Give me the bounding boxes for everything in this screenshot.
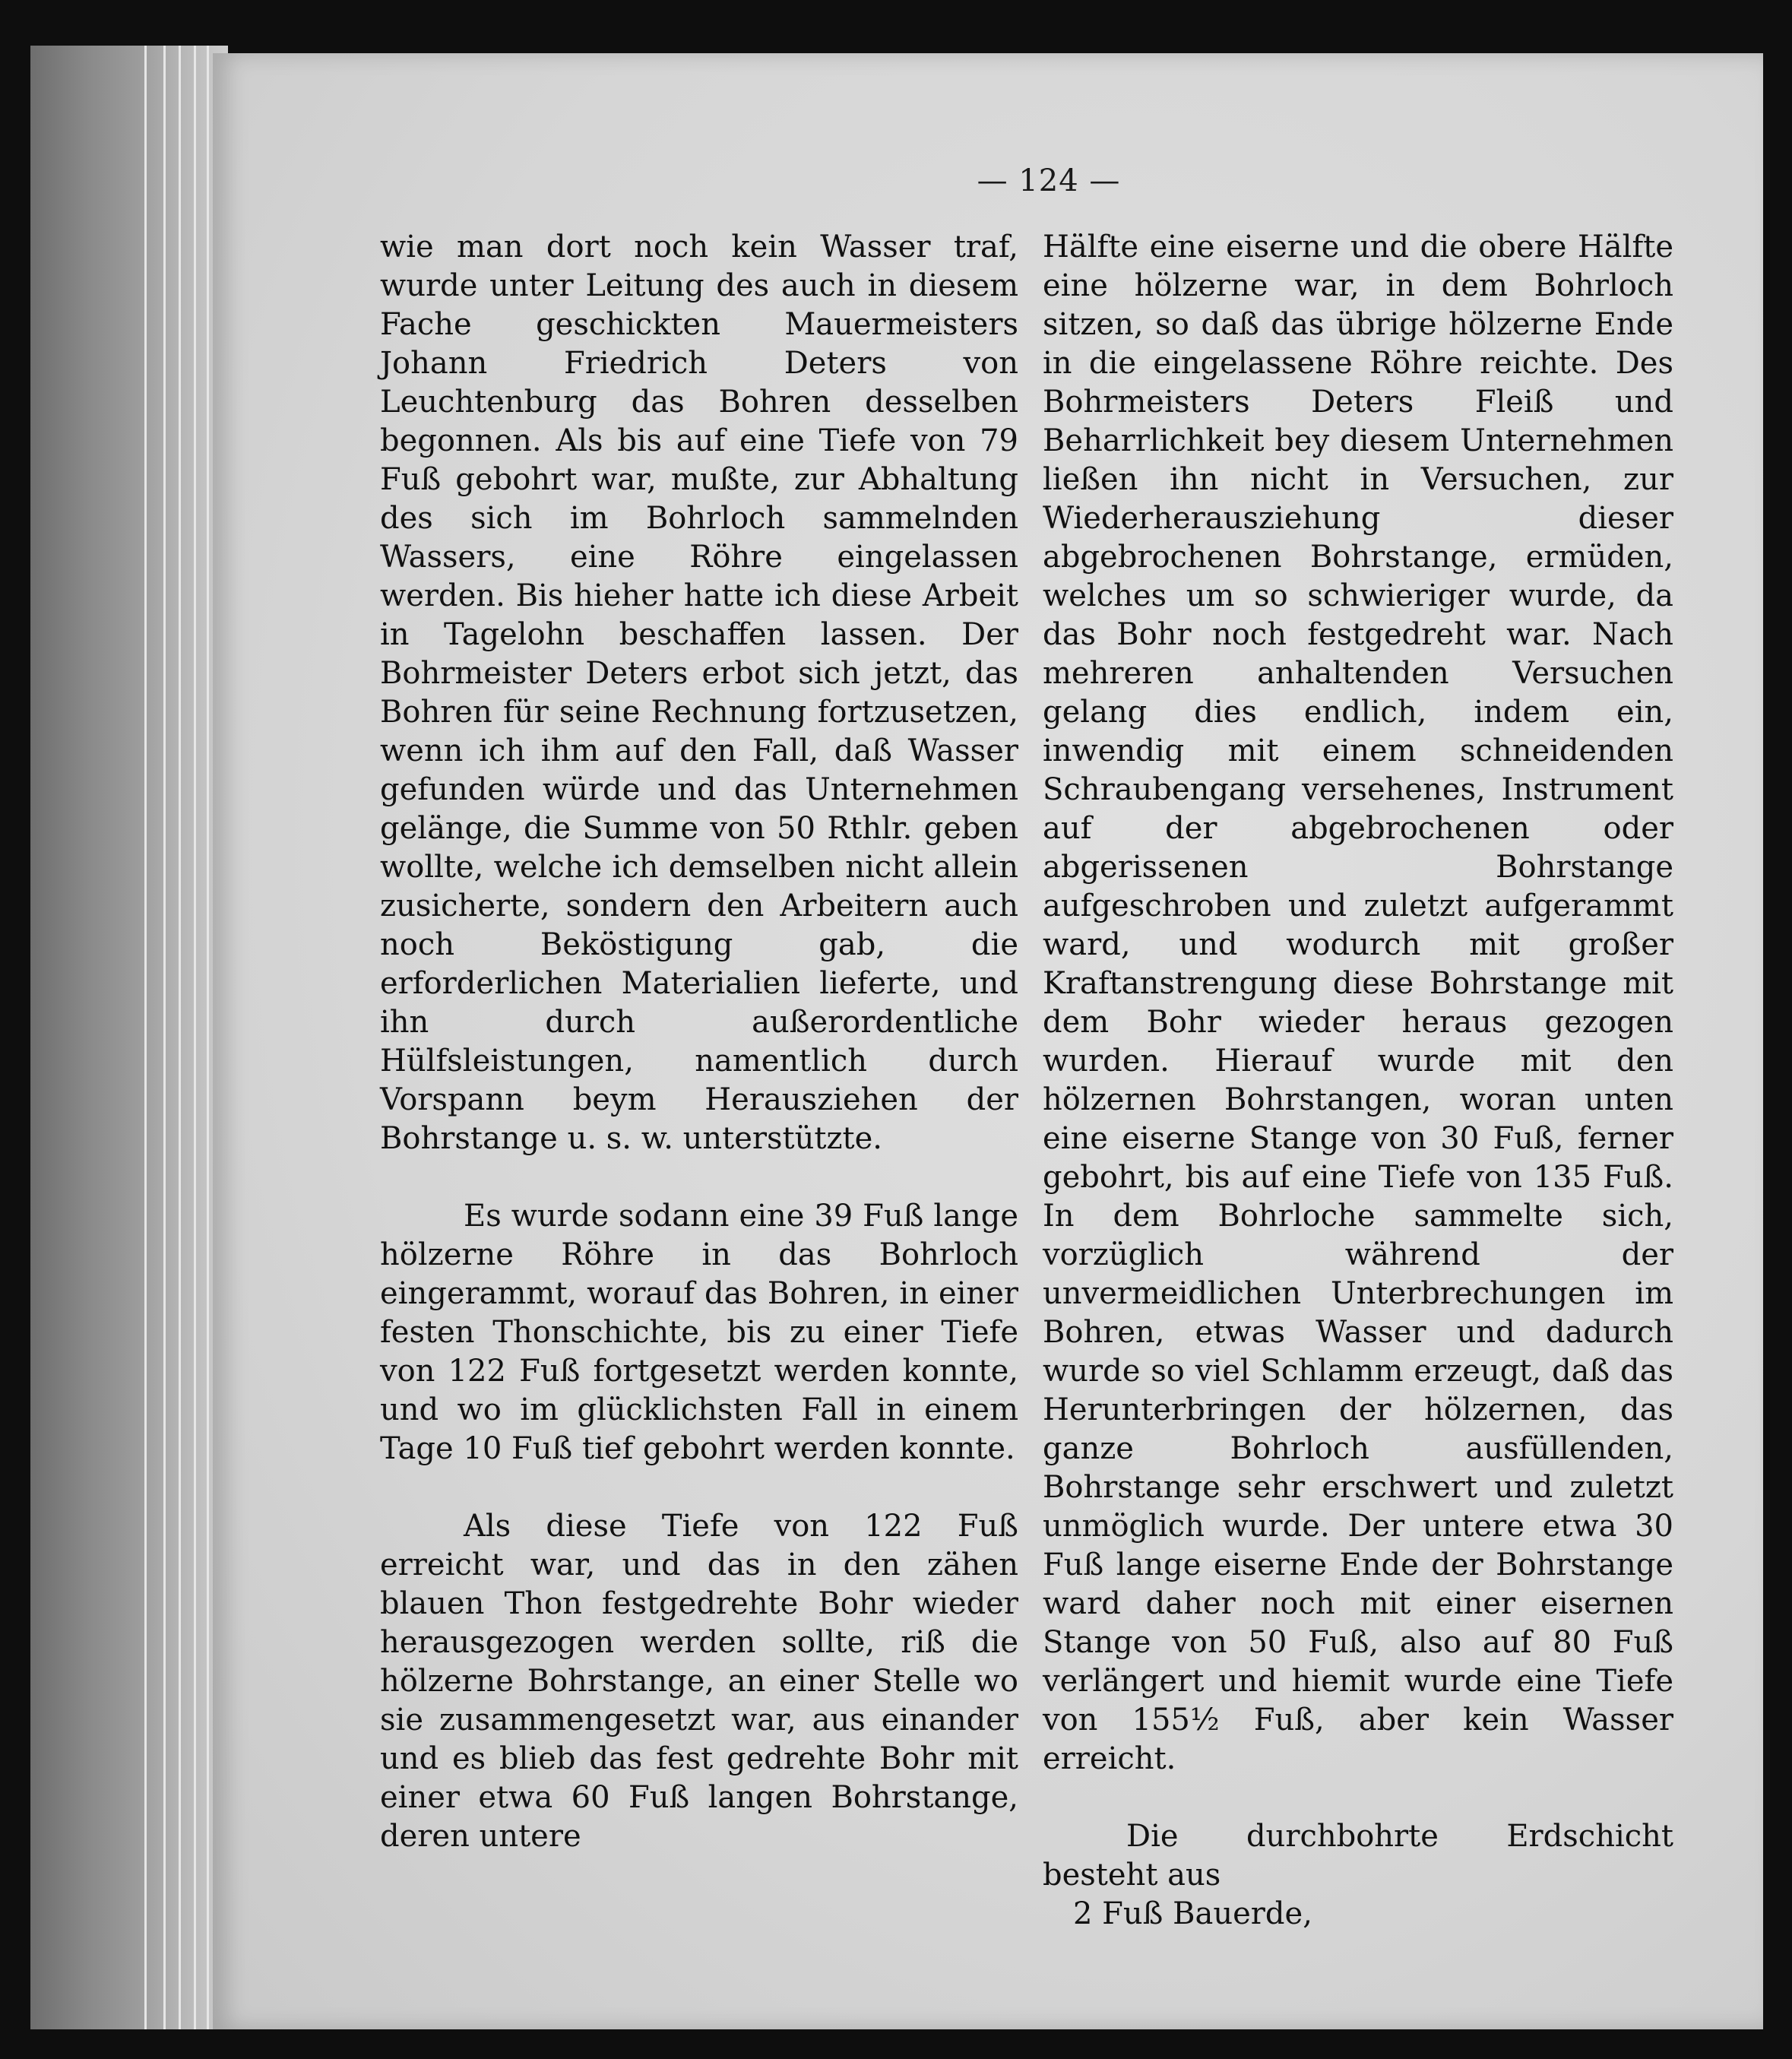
page-edge bbox=[207, 46, 209, 2029]
paragraph: Als diese Tiefe von 122 Fuß erreicht war, und das in den zähen blauen Thon festgedrehte Bohr wieder herausgezogen werden sollte, riß die hölzerne Bohrstange, an einer Stelle wo sie zusammengesetzt war, aus einander und es blieb das fest gedrehte Bohr mit einer etwa 60 Fuß langen Bohrstange, deren untere bbox=[380, 1509, 1018, 1854]
left-text-column bbox=[380, 228, 1018, 1856]
paragraph-gap bbox=[380, 1158, 1018, 1197]
paragraph-gap bbox=[380, 1468, 1018, 1507]
paragraph-gap bbox=[1043, 1779, 1673, 1817]
page-stack-edges bbox=[30, 46, 228, 2029]
page-edge bbox=[144, 46, 147, 2029]
paragraph: Es wurde sodann eine 39 Fuß lange hölzerne Röhre in das Bohrloch eingerammt, worauf das Bohren, in einer festen Thonschichte, bis zu einer Tiefe von 122 Fuß fortgesetzt werden konnte, und wo im glücklichsten Fall in einem Tage 10 Fuß tief gebohrt werden konnte. bbox=[380, 1199, 1018, 1466]
page-number: — 124 — bbox=[977, 163, 1121, 198]
paragraph: Die durchbohrte Erdschicht besteht aus bbox=[1043, 1819, 1673, 1893]
page-edge bbox=[179, 46, 181, 2029]
right-text-column bbox=[1043, 228, 1673, 1934]
page-edge bbox=[194, 46, 196, 2029]
list-item: 2 Fuß Bauerde, bbox=[1073, 1896, 1312, 1931]
paragraph: Hälfte eine eiserne und die obere Hälfte eine hölzerne war, in dem Bohrloch sitzen, so daß das übrige hölzerne Ende in die eingelassene Röhre reichte. Des Bohrmeisters Deters Fleiß und Beharrlichkeit bey diesem Unternehmen ließen ihn nicht in Versuchen, zur Wiederherausziehung dieser abgebrochenen Bohrstange, ermüden, welches um so schwieriger wurde, da das Bohr noch festgedreht war. Nach mehreren anhaltenden Versuchen gelang dies endlich, indem ein, inwendig mit einem schneidenden Schraubengang versehenes, Instrument auf der abgebrochenen oder abgerissenen Bohrstange aufgeschroben und zuletzt aufgerammt ward, und wodurch mit großer Kraftanstrengung diese Bohrstange mit dem Bohr wieder heraus gezogen wurden. Hierauf wurde mit den hölzernen Bohrstangen, woran unten eine eiserne Stange von 30 Fuß, ferner gebohrt, bis auf eine Tiefe von 135 Fuß. In dem Bohrloche sammelte sich, vorzüglich während der unvermeidlichen Unterbrechungen im Bohren, etwas Wasser und dadurch wurde so viel Schlamm erzeugt, daß das Herunterbringen der hölzernen, das ganze Bohrloch ausfüllenden, Bohrstange sehr erschwert und zuletzt unmöglich wurde. Der untere etwa 30 Fuß lange eiserne Ende der Bohrstange ward daher noch mit einer eisernen Stange von 50 Fuß, also auf 80 Fuß verlängert und hiemit wurde eine Tiefe von 155½ Fuß, aber kein Wasser erreicht. bbox=[1043, 230, 1673, 1776]
page-edge bbox=[163, 46, 166, 2029]
paragraph: wie man dort noch kein Wasser traf, wurde unter Leitung des auch in diesem Fache geschickten Mauermeisters Johann Friedrich Deters von Leuchtenburg das Bohren desselben begonnen. Als bis auf eine Tiefe von 79 Fuß gebohrt war, mußte, zur Abhaltung des sich im Bohrloch sammelnden Wassers, eine Röhre eingelassen werden. Bis hieher hatte ich diese Arbeit in Tagelohn beschaffen lassen. Der Bohrmeister Deters erbot sich jetzt, das Bohren für seine Rechnung fortzusetzen, wenn ich ihm auf den Fall, daß Wasser gefunden würde und das Unternehmen gelänge, die Summe von 50 Rthlr. geben wollte, welche ich demselben nicht allein zusicherte, sondern den Arbeitern auch noch Beköstigung gab, die erforderlichen Materialien lieferte, und ihn durch außerordentliche Hülfsleistungen, namentlich durch Vorspann beym Herausziehen der Bohrstange u. s. w. unterstützte. bbox=[380, 230, 1018, 1156]
